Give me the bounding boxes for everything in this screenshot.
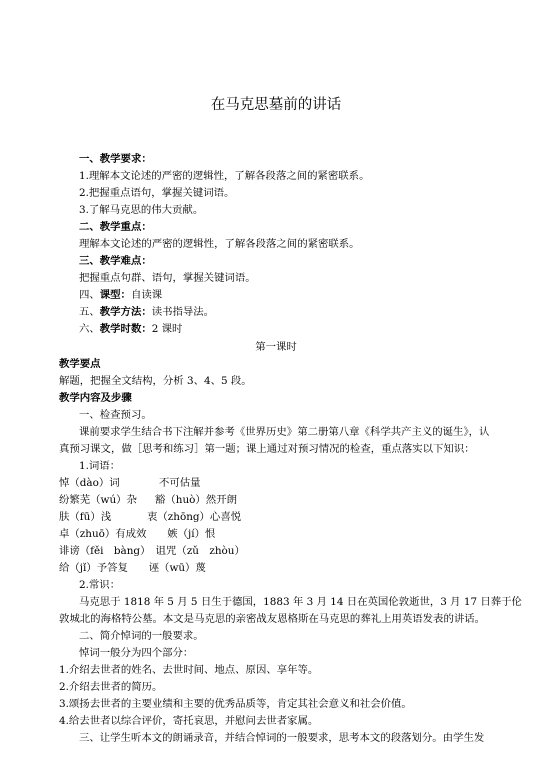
section-heading-key-points: 二、教学重点： — [79, 221, 152, 233]
teaching-points-heading: 教学要点 — [59, 358, 101, 370]
teaching-steps-heading: 教学内容及步骤 — [59, 392, 132, 404]
body-paragraph-line: 马克思于 1818 年 5 月 5 日生于德国，1883 年 3 月 14 日在英国伦敦逝世，3 月 17 日葬于伦 — [79, 596, 522, 608]
knowledge-heading: 2.常识： — [79, 579, 121, 591]
vocabulary-item: 诽谤（fěi bàng） 诅咒（zǔ zhòu） — [59, 545, 245, 557]
teaching-hours-key: 教学时数： — [99, 323, 152, 335]
eulogy-part-item: 2.介绍去世者的简历。 — [59, 681, 163, 693]
vocabulary-item: 豁（huò）然开朗 — [155, 494, 237, 506]
lesson-heading: 第一课时 — [255, 341, 297, 353]
requirement-item: 3.了解马克思的伟大贡献。 — [79, 204, 204, 216]
lesson-type-key: 课型： — [99, 289, 131, 301]
vocabulary-item: 纷繁芜（wú）杂 — [59, 494, 137, 506]
difficulty-text: 把握重点句群、语句，掌握关键词语。 — [79, 272, 256, 284]
page-title: 在马克思墓前的讲话 — [210, 97, 342, 113]
vocabulary-item: 衷（zhōng）心喜悦 — [147, 511, 242, 523]
teaching-hours-line — [79, 322, 182, 336]
step-heading: 二、简介悼词的一般要求。 — [79, 630, 204, 642]
section-heading-difficulties: 三、教学难点： — [79, 255, 152, 267]
lesson-type-line — [79, 288, 162, 302]
requirement-item: 2.把握重点语句，掌握关键词语。 — [79, 187, 235, 199]
step-heading: 一、检查预习。 — [79, 409, 152, 421]
vocabulary-item: 肤（fū）浅 — [59, 511, 112, 523]
eulogy-part-item: 1.介绍去世者的姓名、去世时间、地点、原因、享年等。 — [59, 664, 319, 676]
teaching-hours-number: 六、 — [79, 323, 100, 335]
section-heading-requirements: 一、教学要求： — [79, 153, 152, 165]
vocabulary-heading: 1.词语： — [79, 460, 121, 472]
vocabulary-item: 卓（zhuō）有成效 嫉（jí）恨 — [59, 528, 216, 540]
body-paragraph-line: 真预习课文，做［思考和练习］第一题；课上通过对预习情况的检查，重点落实以下知识： — [59, 443, 475, 455]
body-paragraph-line: 课前要求学生结合书下注解并参考《世界历史》第二册第八章《科学共产主义的诞生》，认 — [79, 426, 490, 438]
key-point-text: 理解本文论述的严密的逻辑性，了解各段落之间的紧密联系。 — [79, 238, 360, 250]
body-paragraph-line: 敦城北的海格特公墓。本文是马克思的亲密战友恩格斯在马克思的葬礼上用英语发表的讲话。 — [59, 613, 486, 625]
teaching-points-text: 解题，把握全文结构，分析 3、4、5 段。 — [59, 375, 252, 387]
vocabulary-item: 不可估量 — [159, 477, 201, 489]
teaching-method-line — [79, 305, 214, 319]
eulogy-part-item: 3.颂扬去世者的主要业绩和主要的优秀品质等，肯定其社会意义和社会价值。 — [59, 698, 412, 710]
teaching-method-key: 教学方法： — [99, 306, 152, 318]
requirement-item: 1.理解本文论述的严密的逻辑性，了解各段落之间的紧密联系。 — [79, 170, 370, 182]
vocabulary-item: 给（jǐ）予答复 诬（wū）蔑 — [59, 562, 206, 574]
teaching-hours-value: 2 课时 — [151, 323, 183, 335]
eulogy-intro: 悼词一般分为四个部分： — [79, 647, 194, 659]
lesson-type-value: 自读课 — [130, 289, 163, 301]
step-heading: 三、让学生听本文的朗诵录音，并结合悼词的一般要求，思考本文的段落划分。由学生发 — [79, 732, 485, 744]
teaching-method-number: 五、 — [79, 306, 100, 318]
vocabulary-item: 悼（dào）词 — [59, 477, 120, 489]
lesson-type-number: 四、 — [79, 289, 100, 301]
teaching-method-value: 读书指导法。 — [151, 306, 215, 318]
eulogy-part-item: 4.给去世者以综合评价，寄托哀思，并慰问去世者家属。 — [59, 715, 319, 727]
